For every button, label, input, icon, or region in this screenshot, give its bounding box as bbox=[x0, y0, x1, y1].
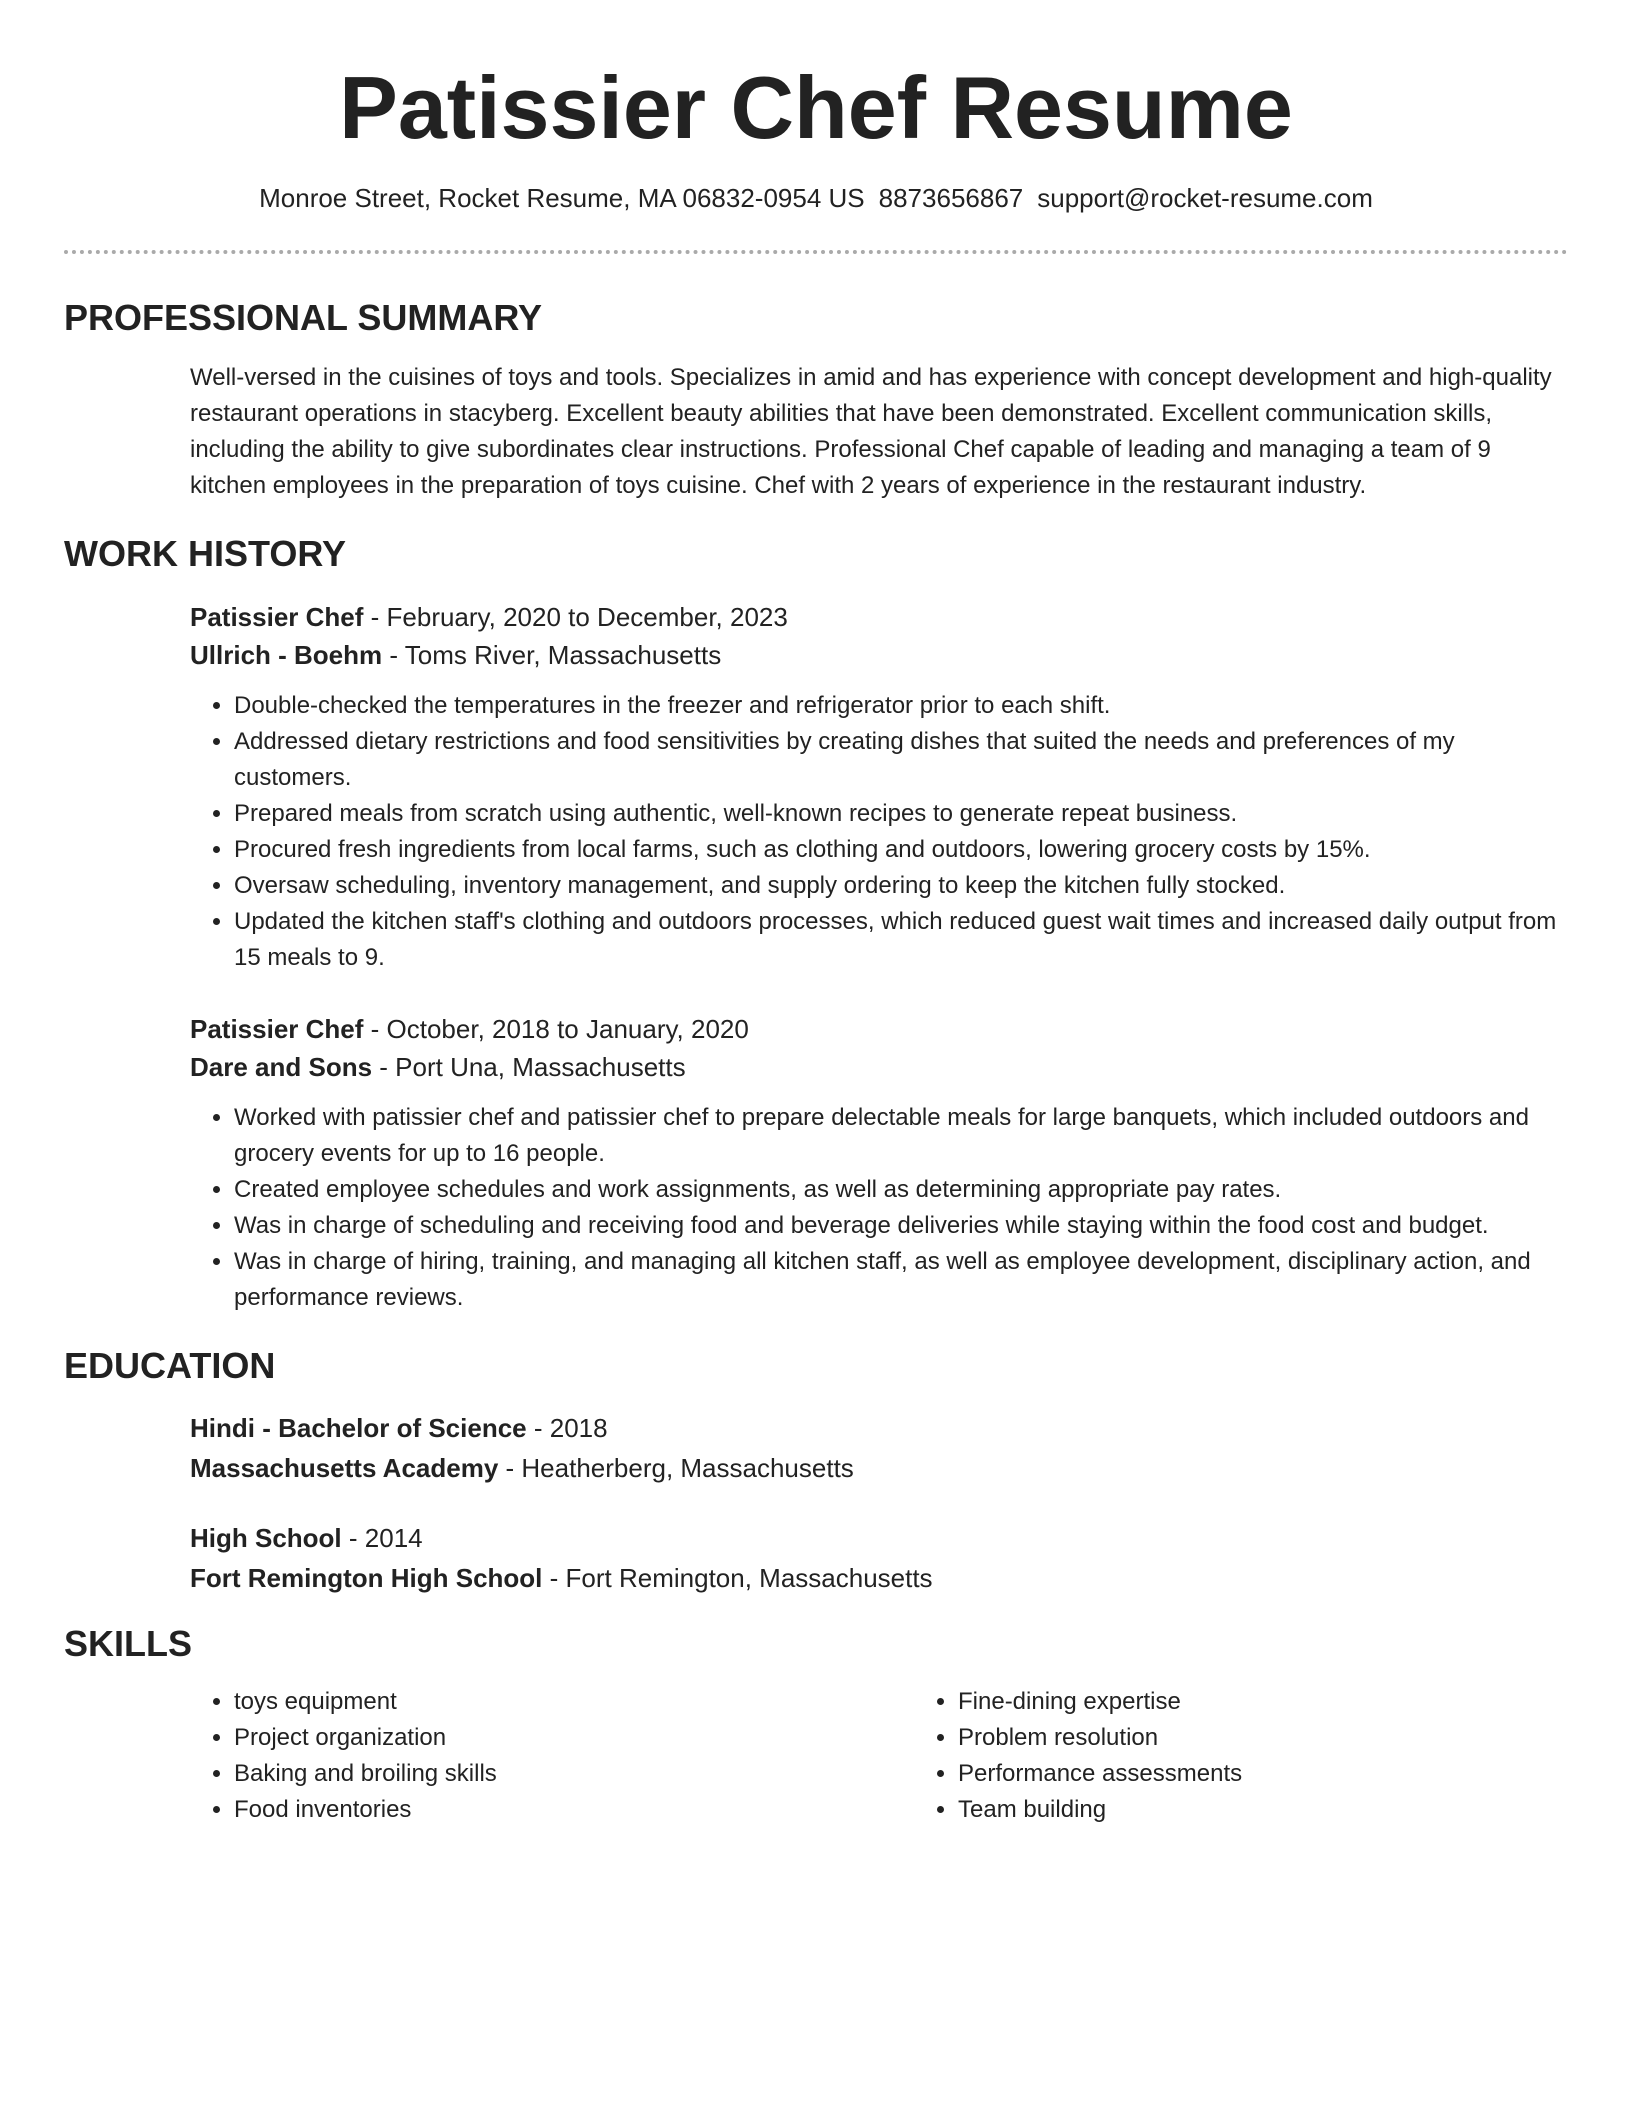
education-section bbox=[64, 1344, 1568, 1628]
summary-section bbox=[64, 296, 1568, 504]
skill-item: • Baking and broiling skills bbox=[234, 1756, 914, 1792]
job-bullet: • Prepared meals from scratch using authentic, well-known recipes to generate repeat business. bbox=[234, 796, 1568, 832]
header-divider bbox=[64, 250, 1568, 254]
education-school-line bbox=[190, 1558, 1568, 1598]
skills-list-left bbox=[190, 1684, 914, 1828]
education-location: - Heatherberg, Massachusetts bbox=[498, 1453, 854, 1483]
skills-heading: SKILLS bbox=[64, 1623, 193, 1664]
contact-address: Monroe Street, Rocket Resume, MA 06832-0954 US bbox=[259, 183, 865, 213]
skill-item: • Food inventories bbox=[234, 1792, 914, 1828]
skills-list-right bbox=[914, 1684, 1632, 1828]
job-bullet: • Was in charge of hiring, training, and managing all kitchen staff, as well as employee development, disciplinary action, and performance reviews. bbox=[234, 1244, 1568, 1316]
skill-item: • toys equipment bbox=[234, 1684, 914, 1720]
job-bullets bbox=[190, 1100, 1568, 1316]
job-bullet: • Double-checked the temperatures in the freezer and refrigerator prior to each shift. bbox=[234, 688, 1568, 724]
job-company: Dare and Sons bbox=[190, 1052, 373, 1082]
skill-item: • Project organization bbox=[234, 1720, 914, 1756]
skill-item: • Problem resolution bbox=[958, 1720, 1632, 1756]
education-location: - Fort Remington, Massachusetts bbox=[542, 1563, 933, 1593]
job-company-line bbox=[190, 1048, 1568, 1086]
education-degree-line bbox=[190, 1518, 1568, 1558]
job-company-line bbox=[190, 636, 1568, 674]
education-entry bbox=[190, 1518, 1568, 1598]
education-degree-line bbox=[190, 1408, 1568, 1448]
skill-item: • Performance assessments bbox=[958, 1756, 1632, 1792]
skill-item: • Team building bbox=[958, 1792, 1632, 1828]
job-entry bbox=[190, 1010, 1568, 1316]
job-bullet: • Addressed dietary restrictions and food sensitivities by creating dishes that suited the needs and preferences of my customers. bbox=[234, 724, 1568, 796]
education-heading: EDUCATION bbox=[64, 1345, 276, 1386]
contact-email: support@rocket-resume.com bbox=[1037, 183, 1373, 213]
education-year: - 2018 bbox=[526, 1413, 608, 1443]
job-location: - Toms River, Massachusetts bbox=[382, 640, 722, 670]
job-location: - Port Una, Massachusetts bbox=[372, 1052, 686, 1082]
job-title: Patissier Chef bbox=[190, 602, 364, 632]
job-bullets bbox=[190, 688, 1568, 976]
skill-item: • Fine-dining expertise bbox=[958, 1684, 1632, 1720]
education-year: - 2014 bbox=[341, 1523, 423, 1553]
job-dates: - February, 2020 to December, 2023 bbox=[363, 602, 788, 632]
job-company: Ullrich - Boehm bbox=[190, 640, 383, 670]
education-entry bbox=[190, 1408, 1568, 1488]
resume-title: Patissier Chef Resume bbox=[339, 58, 1293, 157]
education-school: Massachusetts Academy bbox=[190, 1453, 499, 1483]
contact-line bbox=[0, 0, 1632, 214]
skills-columns bbox=[190, 1684, 1568, 1828]
contact-phone: 8873656867 bbox=[878, 183, 1024, 213]
job-bullet: • Procured fresh ingredients from local farms, such as clothing and outdoors, lowering grocery costs by 15%. bbox=[234, 832, 1568, 868]
education-degree: High School bbox=[190, 1523, 342, 1553]
job-bullet: • Worked with patissier chef and patissier chef to prepare delectable meals for large banquets, which included outdoors and grocery events for up to 16 people. bbox=[234, 1100, 1568, 1172]
education-school-line bbox=[190, 1448, 1568, 1488]
job-title: Patissier Chef bbox=[190, 1014, 364, 1044]
work-section bbox=[64, 532, 1568, 1350]
skills-section bbox=[64, 1622, 1568, 1828]
job-title-line bbox=[190, 598, 1568, 636]
job-dates: - October, 2018 to January, 2020 bbox=[363, 1014, 749, 1044]
job-bullet: • Oversaw scheduling, inventory management, and supply ordering to keep the kitchen fully stocked. bbox=[234, 868, 1568, 904]
job-entry bbox=[190, 598, 1568, 976]
job-bullet: • Created employee schedules and work assignments, as well as determining appropriate pay rates. bbox=[234, 1172, 1568, 1208]
education-degree: Hindi - Bachelor of Science bbox=[190, 1413, 527, 1443]
work-heading: WORK HISTORY bbox=[64, 533, 347, 574]
job-bullet: • Updated the kitchen staff's clothing and outdoors processes, which reduced guest wait times and increased daily output from 15 meals to 9. bbox=[234, 904, 1568, 976]
job-title-line bbox=[190, 1010, 1568, 1048]
summary-text: Well-versed in the cuisines of toys and tools. Specializes in amid and has experience with concept development and high-quality restaurant operations in stacyberg. Excellent beauty abilities that have been demonstrated. Excellent communication skills, including the ability to give subordinates clear instructions. Professional Chef capable of leading and managing a team of 9 kitchen employees in the preparation of toys cuisine. Chef with 2 years of experience in the restaurant industry. bbox=[190, 364, 1552, 499]
education-school: Fort Remington High School bbox=[190, 1563, 543, 1593]
summary-heading: PROFESSIONAL SUMMARY bbox=[64, 297, 543, 338]
job-bullet: • Was in charge of scheduling and receiving food and beverage deliveries while staying within the food cost and budget. bbox=[234, 1208, 1568, 1244]
